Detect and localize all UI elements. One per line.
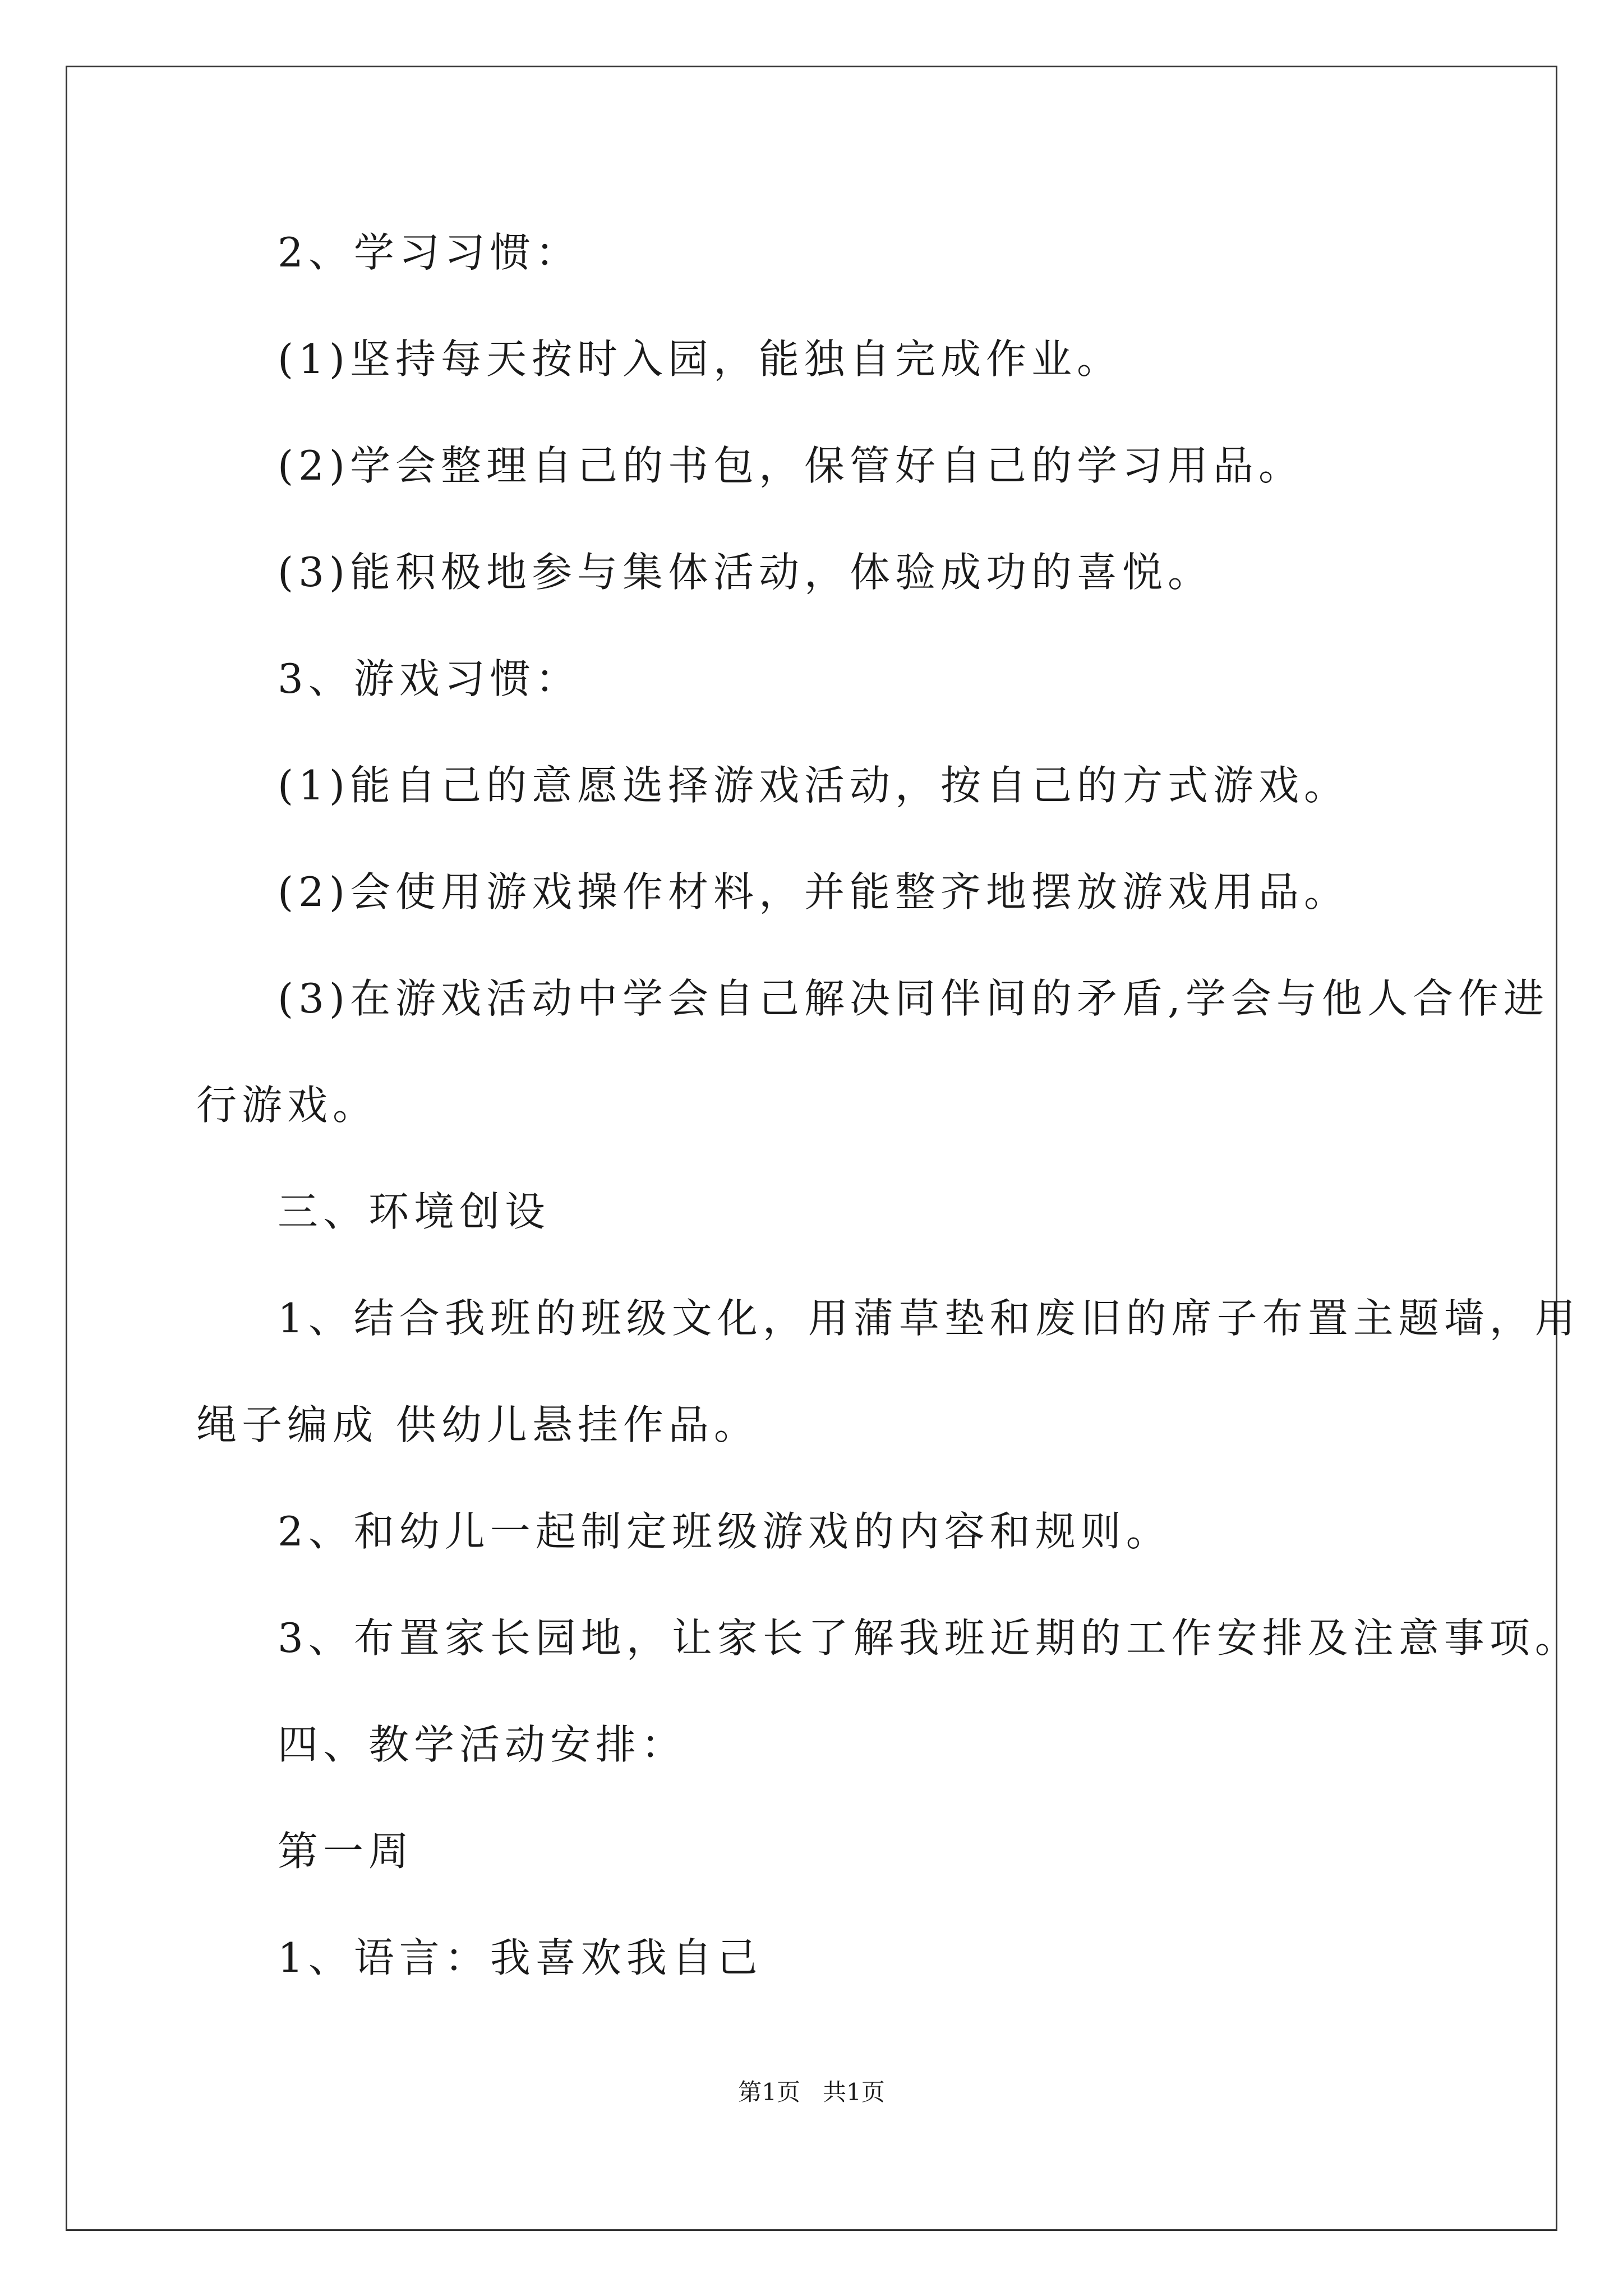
text-line-11: 1、结合我班的班级文化，用蒲草垫和废旧的席子布置主题墙，用	[278, 1295, 1580, 1342]
page-footer	[0, 2076, 1623, 2109]
text-line-8: (3)在游戏活动中学会自己解决同伴间的矛盾,学会与他人合作进	[278, 975, 1549, 1022]
text-line-13: 2、和幼儿一起制定班级游戏的内容和规则。	[278, 1508, 1172, 1555]
text-line-16: 第一周	[278, 1828, 414, 1875]
text-line-5: 3、游戏习惯：	[278, 655, 581, 702]
text-line-12: 绳子编成 供幼儿悬挂作品。	[196, 1401, 759, 1448]
text-line-17: 1、语言：我喜欢我自己	[278, 1934, 763, 1981]
text-line-6: (1)能自己的意愿选择游戏活动，按自己的方式游戏。	[278, 762, 1349, 809]
page-number-total: 共1页	[823, 2078, 885, 2106]
text-line-9: 行游戏。	[196, 1082, 379, 1129]
page-border	[66, 66, 1557, 2231]
text-line-3: (2)学会整理自己的书包，保管好自己的学习用品。	[278, 442, 1304, 489]
text-line-7: (2)会使用游戏操作材料，并能整齐地摆放游戏用品。	[278, 868, 1349, 915]
text-line-14: 3、布置家长园地，让家长了解我班近期的工作安排及注意事项。	[278, 1614, 1580, 1662]
text-line-1: 2、学习习惯：	[278, 229, 581, 276]
text-line-15: 四、教学活动安排：	[278, 1721, 687, 1768]
text-line-10: 三、环境创设	[278, 1188, 551, 1235]
text-line-4: (3)能积极地参与集体活动，体验成功的喜悦。	[278, 549, 1213, 596]
text-line-2: (1)坚持每天按时入园，能独自完成作业。	[278, 335, 1122, 383]
page-number-current: 第1页	[738, 2078, 800, 2106]
